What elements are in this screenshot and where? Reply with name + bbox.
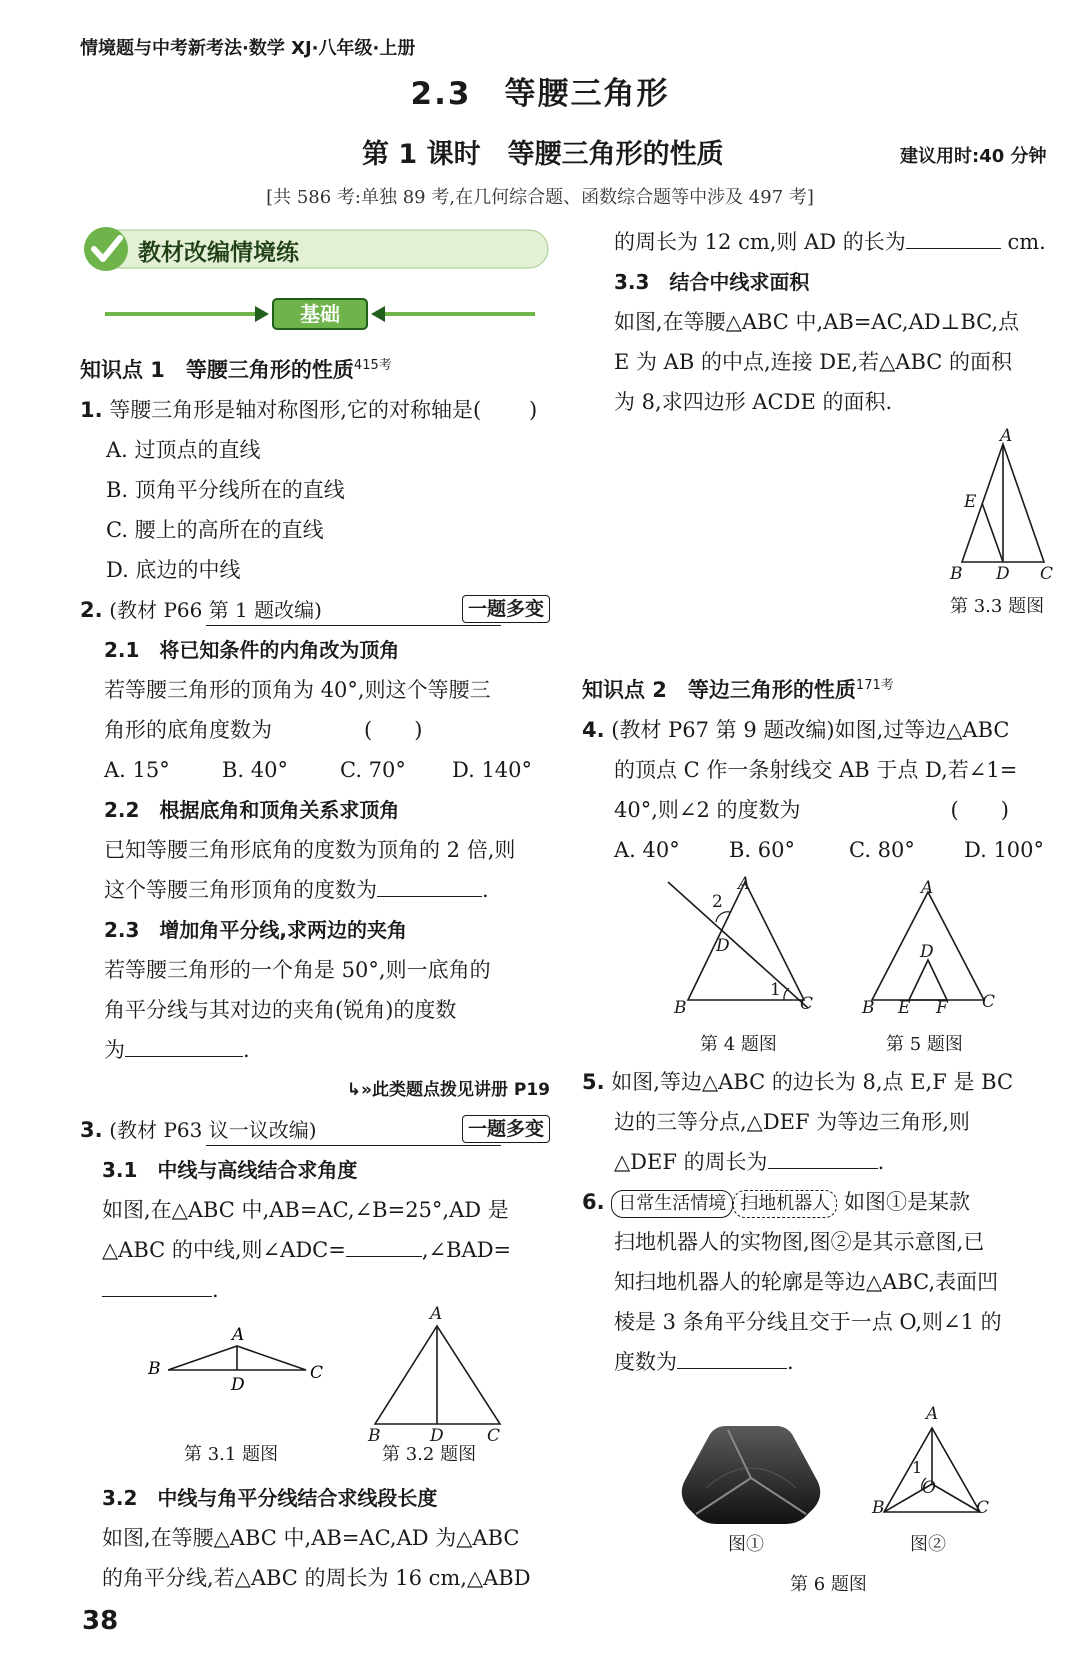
kp2-heading: 知识点 2 等边三角形的性质$^{171考}$: [582, 678, 894, 702]
q3-body: [80, 1150, 550, 1310]
fig6-2-caption: 图②: [910, 1534, 946, 1555]
s33-title: 3.3 结合中线求面积: [614, 270, 810, 294]
fig33-label-a: A: [1000, 426, 1013, 446]
q6-line3: 知扫地机器人的轮廓是等边△ABC,表面凹: [614, 1270, 999, 1294]
s31-line3: .: [102, 1270, 550, 1310]
bad-blank[interactable]: [102, 1270, 212, 1297]
q6-tag-scene: 日常生活情境: [611, 1190, 733, 1218]
fig32-label-b: B: [368, 1426, 381, 1446]
fig6-label-o: O: [922, 1478, 936, 1498]
q4-opt-c: C. 80°: [849, 838, 915, 862]
fig31-caption: 第 3.1 题图: [184, 1444, 279, 1465]
fig5-label-e: E: [898, 998, 911, 1018]
q6-line5: 度数为 .: [582, 1342, 1052, 1382]
s21-opt-d: D. 140°: [452, 758, 533, 782]
suggested-time: 建议用时:40 分钟: [900, 146, 1047, 167]
q6-blank[interactable]: [677, 1342, 787, 1369]
q4-line1: 4. (教材 P67 第 9 题改编)如图,过等边△ABC: [582, 718, 1010, 742]
left-column-bottom: [102, 1478, 552, 1598]
fig6-label-b: B: [872, 1498, 885, 1518]
q1-option-c: C. 腰上的高所在的直线: [106, 518, 324, 542]
q6-line2: 扫地机器人的实物图,图②是其示意图,已: [614, 1230, 985, 1254]
q3-badge: 一题多变: [462, 1115, 550, 1143]
hint-reference: ↳»此类题点拨见讲册 P19: [346, 1080, 550, 1100]
figure-6-2: [870, 1420, 990, 1520]
q4-options: [582, 830, 1052, 870]
fig33-label-b: B: [950, 564, 963, 584]
right-column: [582, 222, 1052, 422]
q32-continued: 的周长为 12 cm,则 AD 的长为 cm.: [582, 222, 1052, 262]
q4-line3: 40°,则∠2 的度数为 ( ): [614, 798, 1009, 822]
level-bar: [105, 296, 535, 332]
banner-label: 教材改编情境练: [138, 240, 299, 266]
s32-title: 3.2 中线与角平分线结合求线段长度: [102, 1486, 438, 1510]
fig5-label-d: D: [920, 942, 934, 962]
fig5-label-b: B: [862, 998, 875, 1018]
q2-badge: 一题多变: [462, 595, 550, 623]
section-title: 2.3 等腰三角形: [410, 76, 670, 112]
fig5-label-c: C: [982, 992, 996, 1012]
fig33-label-e: E: [964, 492, 977, 512]
q3-head: 3. (教材 P63 议一议改编) 一题多变: [80, 1110, 550, 1150]
q6-line4: 棱是 3 条角平分线且交于一点 O,则∠1 的: [614, 1310, 1002, 1334]
fig6-caption: 第 6 题图: [790, 1574, 867, 1595]
fig32-label-a: A: [430, 1304, 443, 1324]
figure-3-2: [360, 1318, 510, 1438]
page-number: 38: [82, 1606, 119, 1636]
fig31-label-c: C: [310, 1363, 324, 1383]
q5-line3: △DEF 的周长为 .: [582, 1142, 1052, 1182]
fig6-label-c: C: [976, 1498, 990, 1518]
s23-line1: 若等腰三角形的一个角是 50°,则一底角的: [104, 958, 491, 982]
s31-title: 3.1 中线与高线结合求角度: [102, 1158, 358, 1182]
s22-line2: 这个等腰三角形顶角的度数为 .: [104, 870, 550, 910]
s21-line2: 角形的底角度数为 ( ): [104, 718, 423, 742]
s22-title: 2.2 根据底角和顶角关系求顶角: [104, 798, 400, 822]
fig31-label-d: D: [231, 1375, 245, 1395]
s22-line1: 已知等腰三角形底角的度数为顶角的 2 倍,则: [104, 838, 516, 862]
q3-rule: [206, 1145, 501, 1146]
s23-line2: 角平分线与其对边的夹角(锐角)的度数: [104, 998, 457, 1022]
q2-head: 2. (教材 P66 第 1 题改编) 一题多变: [80, 590, 550, 630]
fig31-label-b: B: [148, 1359, 161, 1379]
q1-option-b: B. 顶角平分线所在的直线: [106, 478, 345, 502]
s33-line2: E 为 AB 的中点,连接 DE,若△ABC 的面积: [614, 350, 1013, 374]
fig5-label-a: A: [921, 878, 934, 898]
q3-source: (教材 P63 议一议改编): [109, 1118, 317, 1142]
right-column-mid: [582, 666, 1052, 870]
s31-line1: 如图,在△ABC 中,AB=AC,∠B=25°,AD 是: [102, 1198, 509, 1222]
q1-option-a: A. 过顶点的直线: [106, 438, 261, 462]
fig4-label-1: 1: [770, 980, 781, 1000]
fig6-label-1: 1: [912, 1458, 923, 1477]
adc-blank[interactable]: [346, 1230, 422, 1257]
fig4-label-c: C: [800, 994, 814, 1014]
figure-3-1: [140, 1318, 330, 1428]
q6-tag-robot: 扫地机器人: [733, 1190, 837, 1218]
kp1-count: 415考: [353, 358, 392, 373]
s23-line3: 为 .: [104, 1030, 550, 1070]
s31-line2: △ABC 的中线,则∠ADC= ,∠BAD=: [102, 1230, 550, 1270]
exam-note: [共 586 考:单独 89 考,在几何综合题、函数综合题等中涉及 497 考]: [266, 187, 814, 208]
robot-photo: [676, 1418, 826, 1528]
lesson-title: 第 1 课时 等腰三角形的性质: [362, 139, 724, 170]
q5-line2: 边的三等分点,△DEF 为等边三角形,则: [614, 1110, 970, 1134]
q4-opt-d: D. 100°: [964, 838, 1045, 862]
s33-line1: 如图,在等腰△ABC 中,AB=AC,AD⊥BC,点: [614, 310, 1020, 334]
fig4-label-d: D: [716, 936, 730, 956]
q2-source: (教材 P66 第 1 题改编): [109, 598, 322, 622]
s21-opt-a: A. 15°: [104, 758, 170, 782]
s33-line3: 为 8,求四边形 ACDE 的面积.: [614, 390, 893, 414]
fig33-label-c: C: [1040, 564, 1054, 584]
q4-line2: 的顶点 C 作一条射线交 AB 于点 D,若∠1=: [614, 758, 1018, 782]
fig4-label-b: B: [674, 998, 687, 1018]
s21-options: [104, 750, 550, 790]
fig4-caption: 第 4 题图: [700, 1034, 777, 1055]
s21-title: 2.1 将已知条件的内角改为顶角: [104, 638, 400, 662]
practice-banner: [80, 224, 550, 274]
level-label: 基础: [300, 302, 340, 326]
fig32-label-c: C: [487, 1426, 501, 1446]
q2-body: [80, 630, 550, 1110]
s21-opt-b: B. 40°: [222, 758, 289, 782]
fig32-label-d: D: [430, 1426, 444, 1446]
fig4-label-2: 2: [712, 892, 723, 912]
fig33-label-d: D: [996, 564, 1010, 584]
q4-opt-a: A. 40°: [614, 838, 680, 862]
ad-length-blank[interactable]: [906, 222, 1001, 249]
fig6-1-caption: 图①: [728, 1534, 764, 1555]
fig31-label-a: A: [232, 1325, 245, 1345]
s22-blank[interactable]: [377, 870, 482, 897]
q4-opt-b: B. 60°: [729, 838, 796, 862]
fig6-label-a: A: [926, 1404, 939, 1424]
q2-rule: [206, 625, 501, 626]
kp1-heading: 知识点 1 等腰三角形的性质$^{415考}$: [80, 358, 392, 382]
s23-blank[interactable]: [125, 1030, 243, 1057]
s23-title: 2.3 增加角平分线,求两边的夹角: [104, 918, 408, 942]
fig33-caption: 第 3.3 题图: [950, 596, 1045, 617]
left-column: [80, 346, 550, 1310]
fig32-caption: 第 3.2 题图: [382, 1444, 477, 1465]
s21-opt-c: C. 70°: [340, 758, 406, 782]
fig4-label-a: A: [738, 874, 751, 894]
kp2-count: 171考: [855, 678, 894, 693]
fig5-label-f: F: [936, 998, 948, 1018]
q5-line1: 5. 如图,等边△ABC 的边长为 8,点 E,F 是 BC: [582, 1070, 1014, 1094]
s32-line1: 如图,在等腰△ABC 中,AB=AC,AD 为△ABC: [102, 1526, 520, 1550]
q6-line1: 6. 日常生活情境 扫地机器人 如图①是某款: [582, 1182, 1052, 1222]
s21-line1: 若等腰三角形的顶角为 40°,则这个等腰三: [104, 678, 491, 702]
book-header: 情境题与中考新考法·数学 XJ·八年级·上册: [80, 38, 416, 59]
s32-line2: 的角平分线,若△ABC 的周长为 16 cm,△ABD: [102, 1566, 531, 1590]
right-column-bottom: [582, 1062, 1052, 1382]
q5-blank[interactable]: [768, 1142, 878, 1169]
fig5-caption: 第 5 题图: [886, 1034, 963, 1055]
q1-option-d: D. 底边的中线: [106, 558, 241, 582]
q1-stem: 1. 等腰三角形是轴对称图形,它的对称轴是( ): [80, 398, 538, 422]
